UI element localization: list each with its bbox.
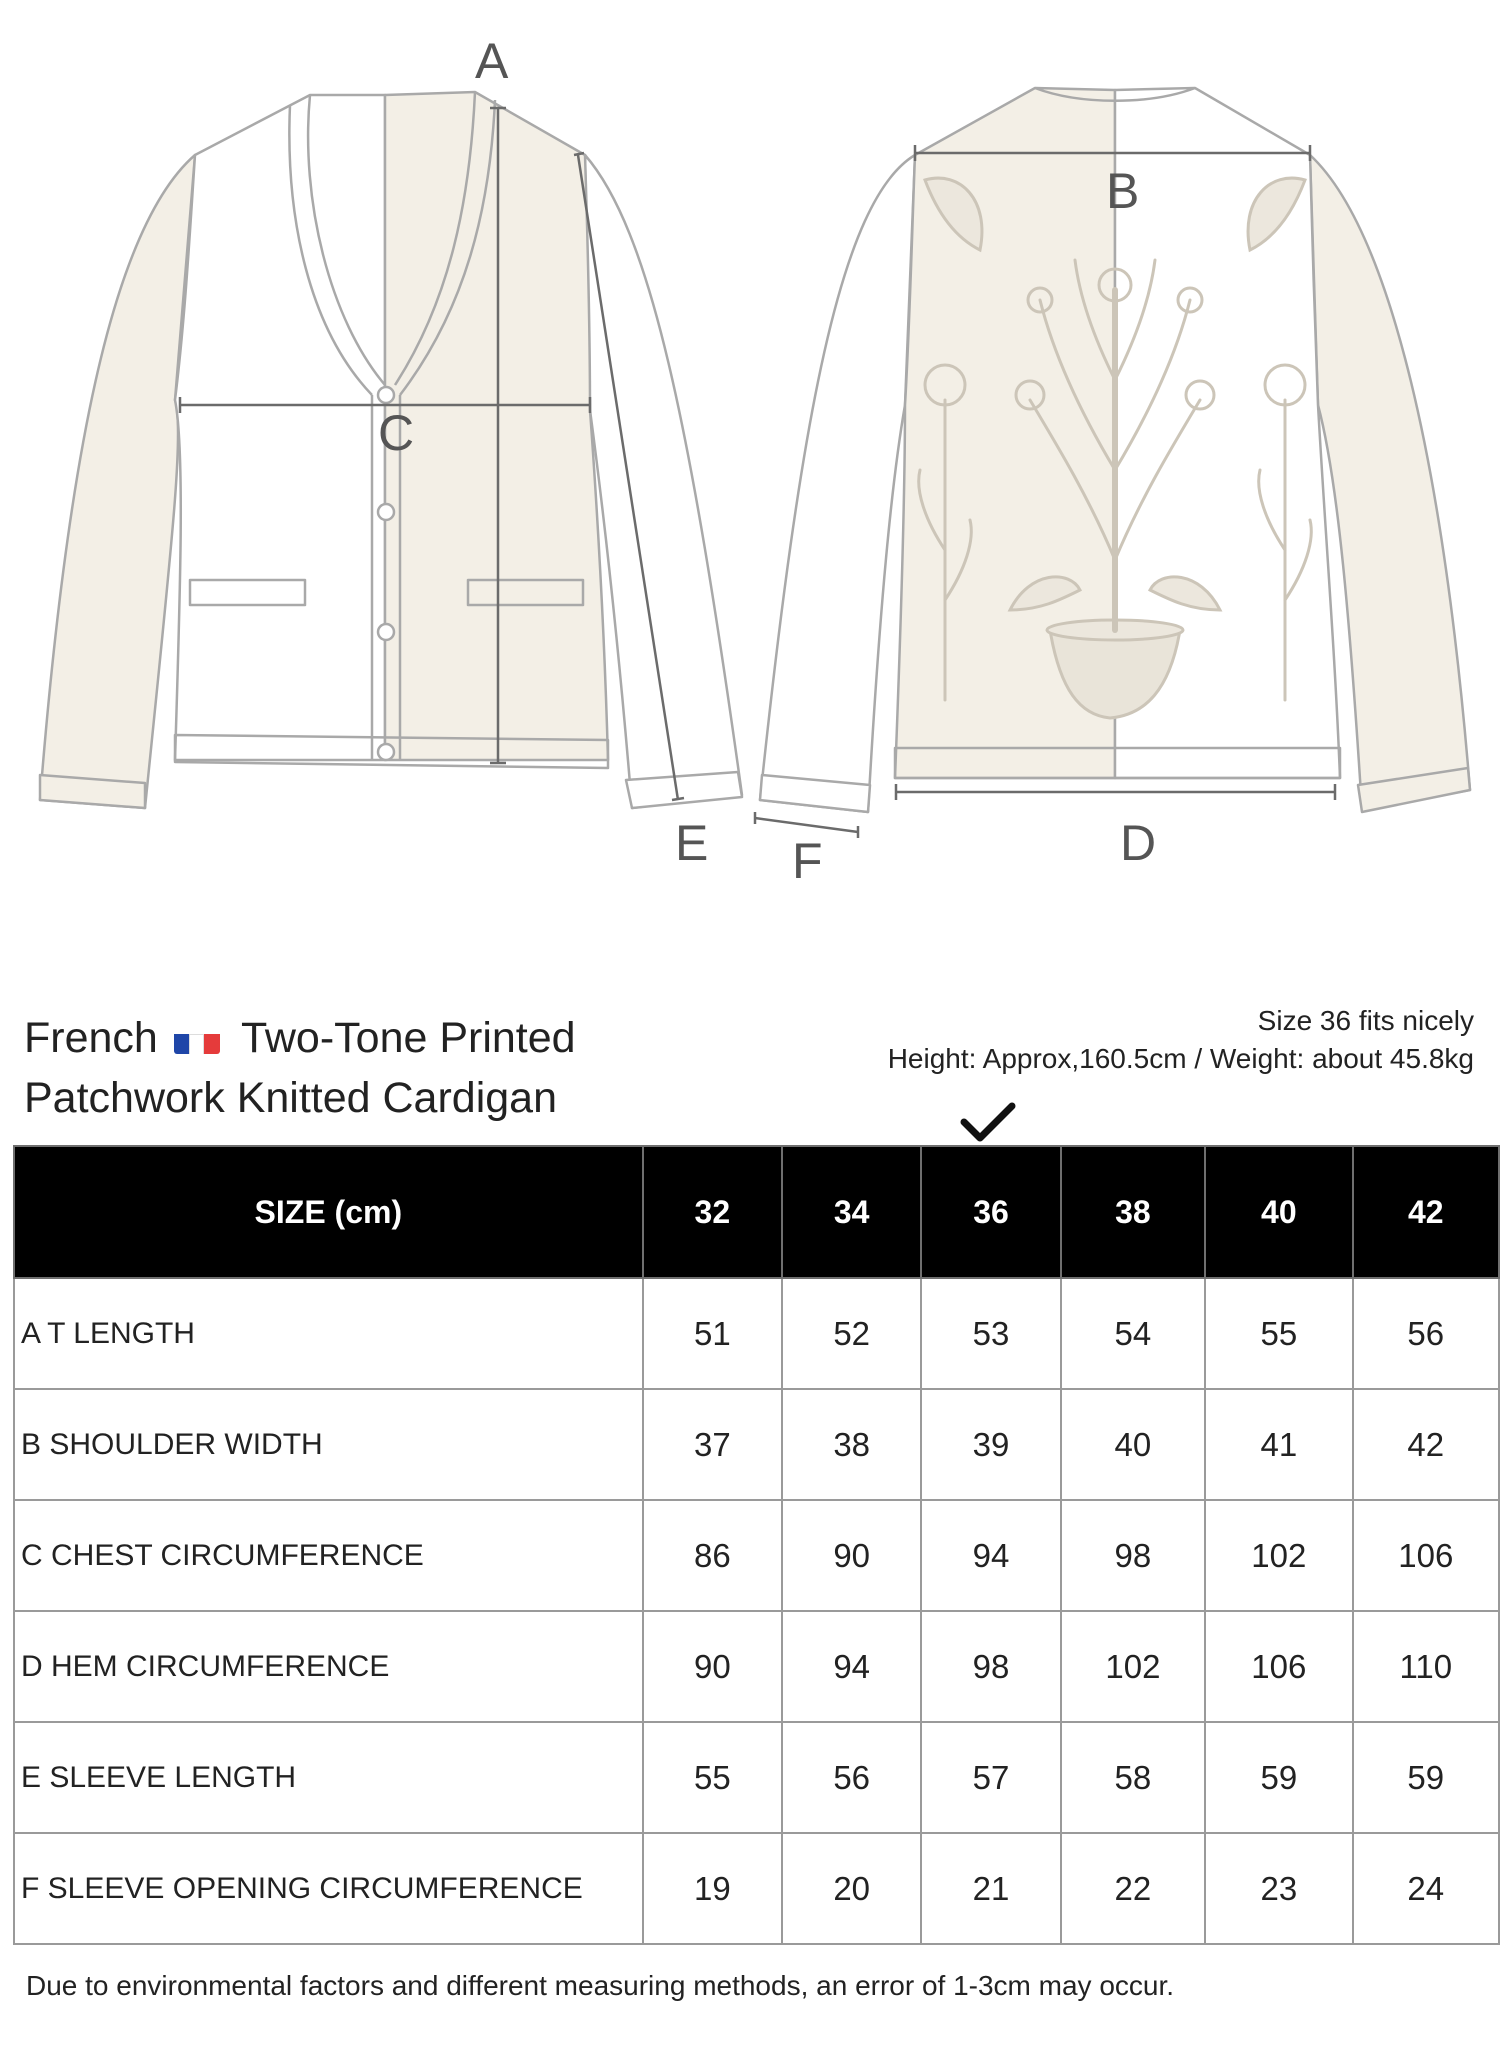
table-cell: 106 [1205,1611,1352,1722]
table-cell: 55 [1205,1278,1352,1389]
table-cell: 106 [1353,1500,1499,1611]
dimension-label-e: E [675,815,709,871]
measurement-label: E SLEEVE LENGTH [14,1722,643,1833]
table-cell: 51 [643,1278,782,1389]
table-cell: 23 [1205,1833,1352,1944]
table-cell: 102 [1205,1500,1352,1611]
table-row [14,1500,1499,1611]
measurement-label: A T LENGTH [14,1278,643,1389]
title-word-french: French [24,1014,158,1062]
dimension-label-b: B [1106,163,1140,219]
title-line1-rest: Two-Tone Printed [240,1014,576,1062]
table-cell: 90 [643,1611,782,1722]
product-title [24,1008,576,1128]
measurement-label: F SLEEVE OPENING CIRCUMFERENCE [14,1833,643,1944]
table-cell: 39 [921,1389,1060,1500]
table-cell: 86 [643,1500,782,1611]
table-cell: 41 [1205,1389,1352,1500]
table-cell: 59 [1205,1722,1352,1833]
table-cell: 90 [782,1500,921,1611]
dimension-label-f: F [792,833,823,889]
table-cell: 94 [782,1611,921,1722]
measurement-disclaimer: Due to environmental factors and different measuring methods, an error of 1-3cm may occur. [26,1970,1175,2001]
table-cell: 57 [921,1722,1060,1833]
table-row [14,1833,1499,1944]
size-column-header: 32 [643,1146,782,1278]
table-cell: 21 [921,1833,1060,1944]
table-cell: 53 [921,1278,1060,1389]
measurement-label: D HEM CIRCUMFERENCE [14,1611,643,1722]
table-cell: 56 [782,1722,921,1833]
table-cell: 37 [643,1389,782,1500]
size-column-header: 42 [1353,1146,1499,1278]
measurement-label: C CHEST CIRCUMFERENCE [14,1500,643,1611]
table-cell: 22 [1061,1833,1205,1944]
table-cell: 59 [1353,1722,1499,1833]
table-cell: 102 [1061,1611,1205,1722]
dimension-label-a: A [475,33,509,89]
table-cell: 24 [1353,1833,1499,1944]
size-header-label: SIZE (cm) [14,1146,643,1278]
table-row [14,1389,1499,1500]
checkmark-icon [960,1100,1016,1144]
table-header-row [14,1146,1499,1278]
size-column-header: 38 [1061,1146,1205,1278]
table-row [14,1278,1499,1389]
measurement-diagram [0,0,1500,900]
measurement-label: B SHOULDER WIDTH [14,1389,643,1500]
table-cell: 98 [1061,1500,1205,1611]
table-cell: 38 [782,1389,921,1500]
title-line2: Patchwork Knitted Cardigan [24,1074,558,1122]
size-chart-table [13,1145,1500,1945]
table-cell: 55 [643,1722,782,1833]
table-cell: 98 [921,1611,1060,1722]
table-cell: 20 [782,1833,921,1944]
french-flag-icon [174,1022,220,1054]
table-row [14,1722,1499,1833]
size-column-header: 40 [1205,1146,1352,1278]
dimension-label-c: C [378,405,415,461]
fit-body-measurements: Height: Approx,160.5cm / Weight: about 45.8kg [887,1043,1474,1074]
table-cell: 58 [1061,1722,1205,1833]
fit-info [888,1002,1474,1078]
table-cell: 42 [1353,1389,1499,1500]
table-row [14,1611,1499,1722]
table-cell: 110 [1353,1611,1499,1722]
dimension-label-d: D [1120,815,1157,871]
size-column-header: 36 [921,1146,1060,1278]
table-cell: 56 [1353,1278,1499,1389]
table-cell: 94 [921,1500,1060,1611]
fit-size-note: Size 36 fits nicely [1257,1005,1474,1036]
table-cell: 54 [1061,1278,1205,1389]
table-cell: 52 [782,1278,921,1389]
size-column-header: 34 [782,1146,921,1278]
table-cell: 40 [1061,1389,1205,1500]
table-cell: 19 [643,1833,782,1944]
